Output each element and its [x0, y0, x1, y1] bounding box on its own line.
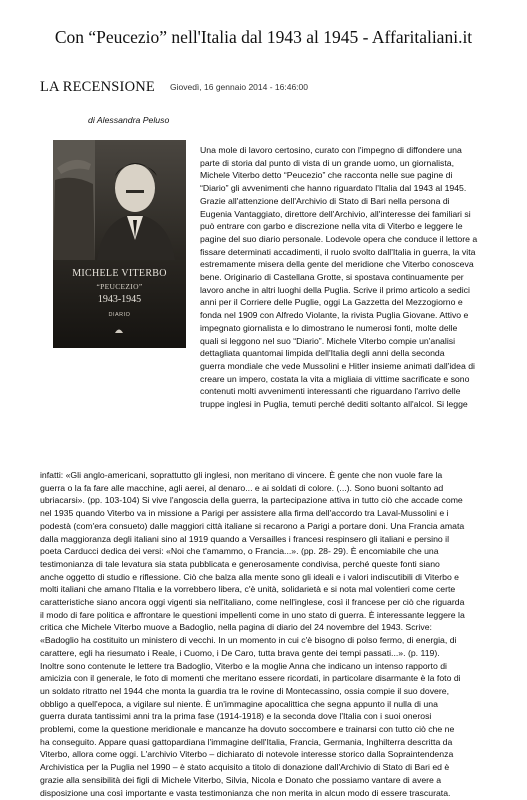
- text-line: contenuti molti avvenimenti interessanti che riguardano l'arrivo delle: [200, 386, 461, 397]
- text-line: grazie alla sensibilità dei figli di Michele Viterbo, Silvia, Nicola e Donato che possiamo vantare di avere a: [40, 774, 442, 785]
- text-line: creare un impero, costata la vita a migliaia di vittime sacrificate e sono: [200, 373, 470, 384]
- text-line: guerra durata tantissimi anni tra la prima fase (1914-1918) e la seconda dove l'Italia con i suoi onerosi: [40, 711, 432, 722]
- text-line: un soldato ritratto nel 1944 che monta la guardia tra le rovine di Montecassino, ossia compie il suo dovere,: [40, 685, 450, 696]
- publish-date: Giovedì, 16 gennaio 2014 - 16:46:00: [170, 82, 308, 92]
- page-title: Con “Peucezio” nell'Italia dal 1943 al 1945 - Affaritaliani.it: [54, 27, 473, 47]
- text-line: ha conseguito. Appare quasi gattopardiana l'immagine dell'Italia, Francia, Germania, Inghilterra descritta da: [40, 736, 453, 747]
- text-line: Grazie all'attenzione dell'Archivio di Stato di Bari nella persona di: [200, 195, 450, 206]
- text-line: Archivistica per la Puglia nel 1990 – è stato acquisito a titolo di donazione dall'Archivio di Stato di Bari ed è: [40, 762, 450, 773]
- text-line: problemi, come la questione meridionale e mancanze ha dovuto soccombere e trainarsi con tutto ciò che ne: [40, 724, 455, 735]
- text-line: dettagliata quantomai limpida dell'Italia degli anni della seconda: [200, 348, 445, 359]
- text-line: Viterbo, allora come oggi. L'archivio Viterbo – dichiarato di notevole interesse storico dalla Sopraintendenza: [40, 749, 454, 760]
- cover-subtitle: DIARIO: [108, 312, 131, 318]
- text-line: critica che Michele Viterbo muove a Badoglio, nella pagina di diario del 24 novembre del 1943. Scrive:: [40, 622, 432, 633]
- text-line: caratteristiche siano ancora oggi vigenti sia nell'italiano, come nell'inglese, così il francese per ciò che riguarda: [40, 597, 465, 608]
- text-line: guerra mondiale che vede Mussolini e Hitler insieme animati dall'idea di: [200, 360, 475, 371]
- article-body-column: [200, 144, 499, 411]
- text-line: guerra o la fa fare alle macchine, agli aerei, al denaro... e ai soldati di colore. (...). Sono buoni soltanto ad: [40, 482, 444, 493]
- book-cover-image: [53, 140, 186, 348]
- text-line: impegnato giornalista e lo dimostrano le numerosi fonti, molte delle: [200, 322, 458, 333]
- text-line: Inoltre sono contenute le lettere tra Badoglio, Viterbo e la moglie Anna che indicano un intenso rapporto di: [40, 660, 447, 671]
- text-line: lavoro anche in altri luoghi della Puglia. Scrive il primo articolo a sedici: [200, 284, 470, 295]
- text-line: il modo di fare politica e affrontare le questioni impellenti come in uno stato di guerra. È interessante leggere la: [40, 609, 465, 620]
- text-line: obbligo a quell'epoca, a vigilare sul niente. È un'immagine apocalittica che segna appunto il nulla di una: [40, 698, 438, 709]
- text-line: parte di storia dal punto di vista di un grande uomo, un giornalista,: [200, 157, 455, 168]
- publisher-logo-icon: [114, 326, 124, 334]
- text-line: nel 1935 quando Viterbo va in missione a Parigi per assistere alla firma dell'accordo tra Laval-Mussolini e i: [40, 508, 449, 519]
- text-line: carattere, egli ha riesumato i Reale, i Cuomo, i De Caro, tutta brava gente dei tempi passati...». (p. 119).: [40, 647, 440, 658]
- text-line: estremamente misera della gente del meridione che Viterbo conosceva: [200, 259, 474, 270]
- cover-nickname: “PEUCEZIO”: [96, 282, 143, 291]
- text-line: fonda nel 1909 con Alfredo Violante, la rivista Puglia Giovane. Attivo e: [200, 310, 469, 321]
- text-line: Michele Viterbo detto “Peucezio” che racconta nelle sue pagine di: [200, 170, 453, 181]
- cover-author-name: MICHELE VITERBO: [72, 268, 167, 279]
- text-line: truppe inglesi in Puglia, temuti perché dediti soltanto all'alcol. Si legge: [200, 399, 468, 410]
- text-line: molti italiani che amano l'Italia e la vorrebbero libera, c'è unità, solidarietà e si nota mal volentieri come certe: [40, 584, 456, 595]
- author-byline: di Alessandra Peluso: [88, 115, 170, 125]
- text-line: pagine del suo diario personale. Lodevole opera che conduce il lettore a: [200, 233, 478, 244]
- article-body-full: [40, 469, 499, 799]
- text-line: ubriacarsi». (pp. 103-104) Si vive l'angoscia della guerra, la partecipazione attiva in tutto ciò che accade come: [40, 495, 463, 506]
- text-line: Una mole di lavoro certosino, curato con l'impegno di diffondere una: [200, 145, 462, 155]
- cover-years: 1943-1945: [97, 294, 142, 305]
- text-line: “Diario” gli avvenimenti che hanno riguardato l'Italia dal 1943 al 1945.: [200, 183, 467, 194]
- text-line: disposizione una così importante e vasta testimonianza che non merita in alcun modo di essere trascurata.: [40, 787, 451, 798]
- text-line: amicizia con il generale, le foto di momenti che meritano essere ricordati, in particolare disarmante è la foto di: [40, 673, 461, 684]
- text-line: fissare determinati accadimenti, il ruolo svolto dall'Italia in guerra, la vita: [200, 246, 476, 257]
- text-line: dalla maggioranza degli italiani sino al 1919 quando a Versailles i francesi respinsero gli italiani e persino il: [40, 533, 450, 544]
- text-line: testimonianza di tale levatura sia stata pubblicata e generosamente condivisa, perché queste fonti siano: [40, 558, 440, 569]
- text-line: quali si leggono nel suo “Diario”. Michele Viterbo compie un'analisi: [200, 335, 456, 346]
- text-line: infatti: «Gli anglo-americani, soprattutto gli inglesi, non meritano di vincere. È gente che non vuole fare la: [40, 470, 443, 480]
- text-line: podestà (com'era consueto) dalle maggiori città italiane si recarono a Parigi a portare doni. Una Francia amata: [40, 520, 465, 531]
- section-label: LA RECENSIONE: [40, 79, 155, 95]
- text-line: poeta Carducci dedica dei versi: «Noi che t'amammo, o Francia...». (pp. 28- 29). È encomiabile che una: [40, 546, 439, 557]
- text-line: Eugenia Vantaggiato, direttore dell'Archivio, all'interesse dei familiari si: [200, 208, 471, 219]
- text-line: anni per il Corriere delle Puglie, oggi La Gazzetta del Mezzogiorno e: [200, 297, 463, 308]
- text-line: bene. Originario di Castellana Grotte, si spostava continuamente per: [200, 272, 464, 283]
- text-line: anche oggetto di studio e riflessione. Ciò che balza alla mente sono gli ideali e i valori indiscutibili di Viterbo e: [40, 571, 460, 582]
- text-line: «Badoglio ha costituito un ministero di vecchi. In un momento in cui c'è bisogno di polso fermo, di energia, di: [40, 635, 457, 646]
- text-line: può entrare con garbo e discrezione nella vita di Viterbo e leggere le: [200, 221, 463, 232]
